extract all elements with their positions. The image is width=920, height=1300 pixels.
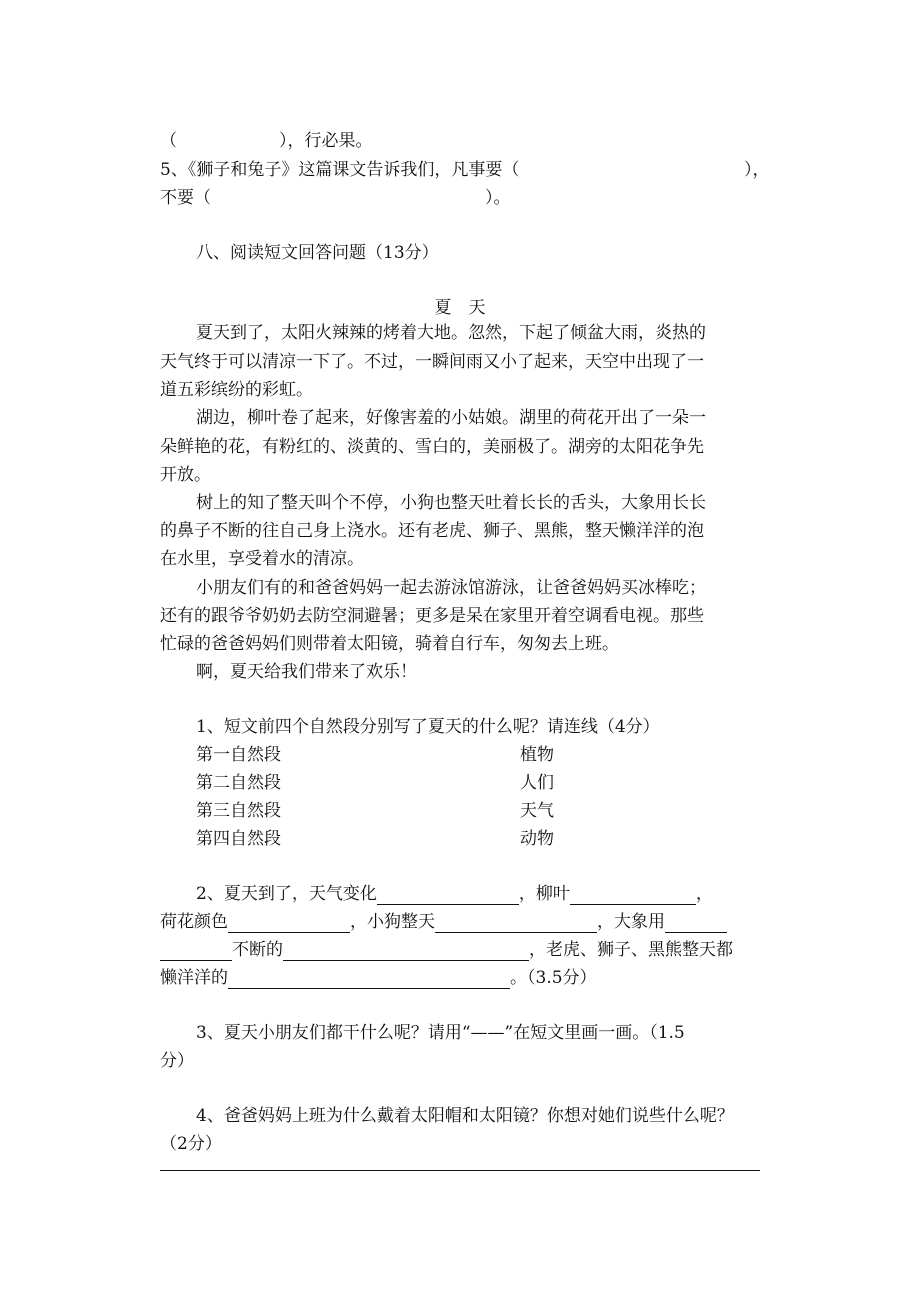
passage-p2-line2: 朵鲜艳的花，有粉红的、淡黄的、雪白的，美丽极了。湖旁的太阳花争先 — [160, 437, 704, 457]
q2-text: 懒洋洋的 — [160, 968, 228, 988]
q2-text: ，柳叶 — [518, 884, 570, 904]
passage-p3-line3: 在水里，享受着水的清凉。 — [160, 549, 364, 569]
blank-puppy-all-day[interactable] — [435, 915, 597, 933]
q1-left-item: 第二自然段 — [196, 773, 281, 793]
q4-answer-line[interactable] — [160, 1170, 760, 1171]
q3-line-2: 分） — [160, 1051, 194, 1071]
q2-text: ，小狗整天 — [350, 912, 435, 932]
passage-p1-line2: 天气终于可以清凉一下了。不过，一瞬间雨又小了起来，天空中出现了一 — [160, 352, 704, 372]
q1-right-item: 人们 — [520, 773, 554, 793]
blank-lazily[interactable] — [228, 971, 510, 989]
q1-left-item: 第四自然段 — [196, 829, 281, 849]
q5-line-2-start: 不要（ — [160, 188, 211, 208]
q2-text: ，老虎、狮子、黑熊整天都 — [529, 940, 733, 960]
q2-text: 。（3.5分） — [510, 968, 597, 988]
blank-elephant-uses-cont[interactable] — [160, 943, 232, 961]
q2-line-3 — [160, 939, 733, 961]
passage-p4-line2: 还有的跟爷爷奶奶去防空洞避暑；更多是呆在家里开着空调看电视。那些 — [160, 606, 704, 626]
passage-p2-line1: 湖边，柳叶卷了起来，好像害羞的小姑娘。湖里的荷花开出了一朵一 — [196, 408, 706, 428]
q4-line-1: 4、爸爸妈妈上班为什么戴着太阳帽和太阳镜？你想对她们说些什么呢？ — [196, 1106, 734, 1126]
q1-prompt: 1、短文前四个自然段分别写了夏天的什么呢？请连线（4分） — [196, 717, 660, 737]
passage-p3-line2: 的鼻子不断的往自己身上浇水。还有老虎、狮子、黑熊，整天懒洋洋的泡 — [160, 521, 704, 541]
q2-text: 2、夏天到了，天气变化 — [196, 884, 377, 904]
q1-right-item: 植物 — [520, 745, 554, 765]
q1-right-item: 动物 — [520, 829, 554, 849]
q2-line-1 — [196, 883, 713, 905]
blank-lotus-color[interactable] — [228, 915, 350, 933]
q5-line-1-start: 5、《狮子和兔子》这篇课文告诉我们，凡事要（ — [160, 160, 520, 180]
passage-p5-line1: 啊，夏天给我们带来了欢乐！ — [196, 662, 417, 682]
passage-p1-line1: 夏天到了，太阳火辣辣的烤着大地。忽然，下起了倾盆大雨，炎热的 — [196, 323, 706, 343]
blank-elephant-uses[interactable] — [665, 915, 727, 933]
section-heading: 八、阅读短文回答问题（13分） — [196, 243, 439, 263]
passage-p4-line1: 小朋友们有的和爸爸妈妈一起去游泳馆游泳，让爸爸妈妈买冰棒吃； — [196, 578, 706, 598]
q2-text: 荷花颜色 — [160, 912, 228, 932]
passage-p4-line3: 忙碌的爸爸妈妈们则带着太阳镜，骑着自行车，匆匆去上班。 — [160, 634, 619, 654]
blank-willow-leaves[interactable] — [570, 887, 696, 905]
prev-line-1: （ ），行必果。 — [160, 131, 373, 151]
q2-line-4 — [160, 967, 597, 989]
q5-line-2-end: ）。 — [485, 188, 511, 208]
q1-right-item: 天气 — [520, 801, 554, 821]
passage-p3-line1: 树上的知了整天叫个不停，小狗也整天吐着长长的舌头，大象用长长 — [196, 493, 706, 513]
q1-left-item: 第一自然段 — [196, 745, 281, 765]
q5-line-1-end: ）， — [744, 160, 770, 180]
q3-line-1: 3、夏天小朋友们都干什么呢？请用“——”在短文里画一画。（1.5 — [196, 1023, 685, 1043]
passage-title: 夏 天 — [434, 298, 486, 318]
passage-p1-line3: 道五彩缤纷的彩虹。 — [160, 380, 313, 400]
q4-line-2: （2分） — [160, 1134, 222, 1154]
blank-weather-change[interactable] — [377, 887, 519, 905]
q2-text: 不断的 — [232, 940, 283, 960]
q1-left-item: 第三自然段 — [196, 801, 281, 821]
q2-text: ，大象用 — [597, 912, 665, 932]
passage-p2-line3: 开放。 — [160, 465, 211, 485]
blank-continuously[interactable] — [283, 943, 529, 961]
q2-text: ， — [695, 884, 713, 904]
q2-line-2 — [160, 911, 727, 933]
